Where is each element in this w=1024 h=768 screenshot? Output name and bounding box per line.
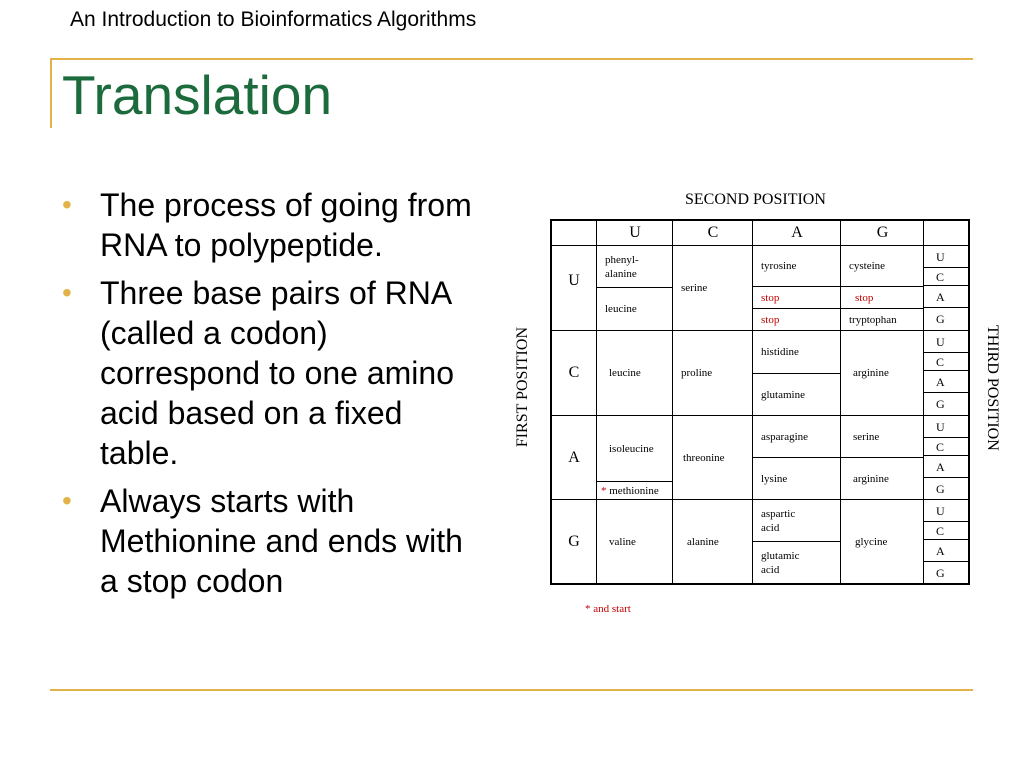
slide-title: Translation: [62, 64, 333, 126]
first-base-a: A: [568, 449, 580, 466]
table-footnote: * and start: [585, 603, 631, 615]
bullet-text: The process of going from RNA to polypeptide.: [100, 187, 472, 263]
codon-cell: leucine: [605, 303, 637, 315]
bullet-icon: •: [62, 485, 72, 516]
bullet-item: [58, 481, 478, 601]
first-position-label: FIRST POSITION: [514, 327, 531, 448]
stop-codon-cell: stop: [761, 291, 780, 304]
third-base: A: [936, 374, 945, 389]
second-header-g: G: [876, 224, 889, 241]
bullet-text: Three base pairs of RNA (called a codon) correspond to one amino acid based on a fixed table.: [100, 275, 454, 471]
codon-cell: asparagine: [761, 430, 809, 443]
amino-acid: glutamic: [761, 550, 800, 562]
bullet-text: Always starts with Methionine and ends with a stop codon: [100, 483, 463, 599]
codon-cell: [753, 542, 841, 584]
first-base-c: C: [568, 364, 580, 381]
codon-table: [550, 219, 970, 585]
codon-cell: arginine: [853, 367, 889, 379]
left-rule: [50, 58, 52, 128]
codon-cell: leucine: [609, 367, 641, 379]
amino-acid: alanine: [605, 268, 637, 280]
bullet-icon: •: [62, 277, 72, 308]
codon-cell: isoleucine: [609, 442, 654, 455]
third-position-label: THIRD POSITION: [984, 325, 1001, 451]
codon-cell: glutamine: [761, 388, 805, 401]
third-base: C: [936, 354, 945, 369]
codon-cell: [597, 247, 673, 287]
codon-cell: valine: [609, 536, 636, 548]
third-base: C: [936, 523, 945, 538]
amino-acid: acid: [761, 521, 780, 534]
first-base-u: U: [568, 272, 580, 289]
second-position-label: SECOND POSITION: [685, 191, 826, 208]
codon-cell: glycine: [855, 536, 888, 548]
third-base: G: [936, 481, 945, 496]
codon-table-figure: [505, 185, 1010, 625]
bullet-list: [58, 185, 478, 609]
codon-cell: arginine: [853, 473, 889, 485]
bullet-item: [58, 185, 478, 265]
codon-cell: histidine: [761, 346, 799, 358]
bullet-icon: •: [62, 189, 72, 220]
start-marker: *: [601, 485, 607, 497]
first-base-g: G: [568, 533, 580, 550]
amino-acid: acid: [761, 564, 780, 576]
third-base: G: [936, 565, 945, 580]
codon-cell: serine: [853, 430, 880, 443]
codon-cell: alanine: [687, 536, 719, 548]
amino-acid: aspartic: [761, 507, 796, 520]
third-base: U: [936, 503, 945, 518]
codon-cell: tryptophan: [849, 313, 897, 326]
third-base: U: [936, 419, 945, 434]
start-codon-cell: [597, 482, 673, 500]
codon-cell: threonine: [683, 452, 725, 464]
codon-cell: tyrosine: [761, 260, 797, 272]
amino-acid: methionine: [609, 485, 659, 497]
second-header-c: C: [707, 224, 719, 241]
codon-cell: lysine: [761, 473, 788, 485]
third-base: A: [936, 459, 945, 474]
third-base: C: [936, 269, 945, 284]
codon-cell: cysteine: [849, 260, 886, 272]
third-base: U: [936, 249, 945, 264]
codon-cell: proline: [681, 367, 713, 379]
top-rule: [50, 58, 973, 60]
third-base: G: [936, 397, 945, 411]
stop-codon-cell: stop: [761, 313, 780, 326]
third-base: C: [936, 439, 945, 454]
third-base: A: [936, 289, 945, 304]
third-base: U: [936, 334, 945, 349]
third-base: A: [936, 543, 945, 558]
codon-cell: [753, 500, 841, 541]
third-base: G: [936, 312, 945, 326]
second-header-a: A: [791, 224, 803, 241]
course-title: An Introduction to Bioinformatics Algorithms: [70, 8, 477, 31]
bottom-rule: [50, 689, 973, 691]
stop-codon-cell: stop: [855, 291, 874, 304]
codon-cell: serine: [681, 282, 708, 294]
amino-acid: phenyl-: [605, 254, 639, 266]
second-header-u: U: [629, 224, 641, 241]
bullet-item: [58, 273, 478, 473]
